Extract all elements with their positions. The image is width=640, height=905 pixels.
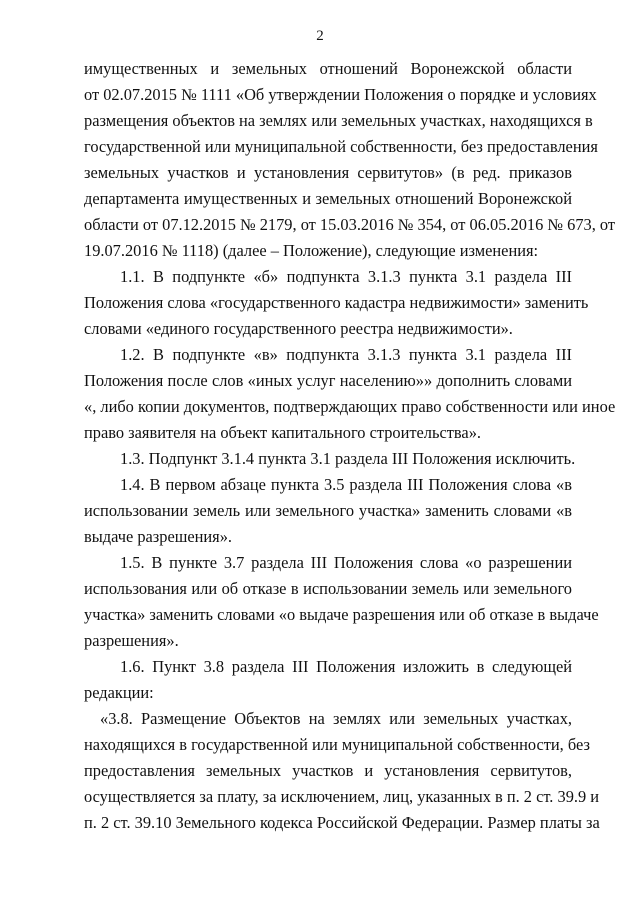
text-line: департамента имущественных и земельных отношений Воронежской <box>84 189 572 208</box>
text-line: 19.07.2016 № 1118) (далее – Положение), следующие изменения: <box>84 241 539 260</box>
text-line: земельных участков и установления сервитутов» (в ред. приказов <box>84 163 572 182</box>
paragraph-item-1-4 <box>84 472 572 550</box>
text-line: 1.1. В подпункте «б» подпункта 3.1.3 пункта 3.1 раздела III <box>120 267 572 286</box>
paragraph-item-1-1 <box>84 264 589 342</box>
paragraph-item-1-3 <box>84 446 576 472</box>
text-line: 1.4. В первом абзаце пункта 3.5 раздела III Положения слова «в <box>120 475 572 494</box>
text-line: право заявителя на объект капитального строительства». <box>84 423 481 442</box>
text-line: осуществляется за плату, за исключением, лиц, указанных в п. 2 ст. 39.9 и <box>84 787 600 806</box>
text-line: использовании земель или земельного участка» заменить словами «в <box>84 501 572 520</box>
text-line: использования или об отказе в использовании земель или земельного <box>84 579 572 598</box>
page-number: 2 <box>316 28 324 44</box>
text-line: предоставления земельных участков и установления сервитутов, <box>84 761 572 780</box>
text-line: 1.3. Подпункт 3.1.4 пункта 3.1 раздела III Положения исключить. <box>120 449 576 468</box>
text-line: участка» заменить словами «о выдаче разрешения или об отказе в выдаче <box>84 605 599 624</box>
text-line: Положения слова «государственного кадастра недвижимости» заменить <box>84 293 589 312</box>
text-line: 1.2. В подпункте «в» подпункта 3.1.3 пункта 3.1 раздела III <box>120 345 572 364</box>
text-line: «3.8. Размещение Объектов на землях или земельных участках, <box>100 709 572 728</box>
paragraph-intro-continuation <box>84 56 616 264</box>
text-line: государственной или муниципальной собственности, без предоставления <box>84 137 598 156</box>
text-line: от 02.07.2015 № 1111 «Об утверждении Положения о порядке и условиях <box>84 85 597 104</box>
paragraph-item-1-2 <box>84 342 616 446</box>
text-line: области от 07.12.2015 № 2179, от 15.03.2016 № 354, от 06.05.2016 № 673, от <box>84 215 616 234</box>
text-line: размещения объектов на землях или земельных участках, находящихся в <box>84 111 593 130</box>
text-line: имущественных и земельных отношений Воронежской области <box>84 59 572 78</box>
text-line: «, либо копии документов, подтверждающих право собственности или иное <box>84 397 616 416</box>
paragraph-quote-3-8 <box>84 706 600 836</box>
text-line: разрешения». <box>84 631 179 650</box>
text-line: 1.5. В пункте 3.7 раздела III Положения слова «о разрешении <box>120 553 572 572</box>
text-line: п. 2 ст. 39.10 Земельного кодекса Российской Федерации. Размер платы за <box>84 813 600 832</box>
text-line: редакции: <box>84 683 154 702</box>
text-line: выдаче разрешения». <box>84 527 233 546</box>
text-line: словами «единого государственного реестра недвижимости». <box>84 319 513 338</box>
text-line: находящихся в государственной или муниципальной собственности, без <box>84 735 590 754</box>
paragraph-item-1-5 <box>84 550 599 654</box>
text-line: 1.6. Пункт 3.8 раздела III Положения изложить в следующей <box>120 657 572 676</box>
paragraph-item-1-6 <box>84 654 572 706</box>
document-body <box>84 56 616 836</box>
text-line: Положения после слов «иных услуг населению»» дополнить словами <box>84 371 572 390</box>
